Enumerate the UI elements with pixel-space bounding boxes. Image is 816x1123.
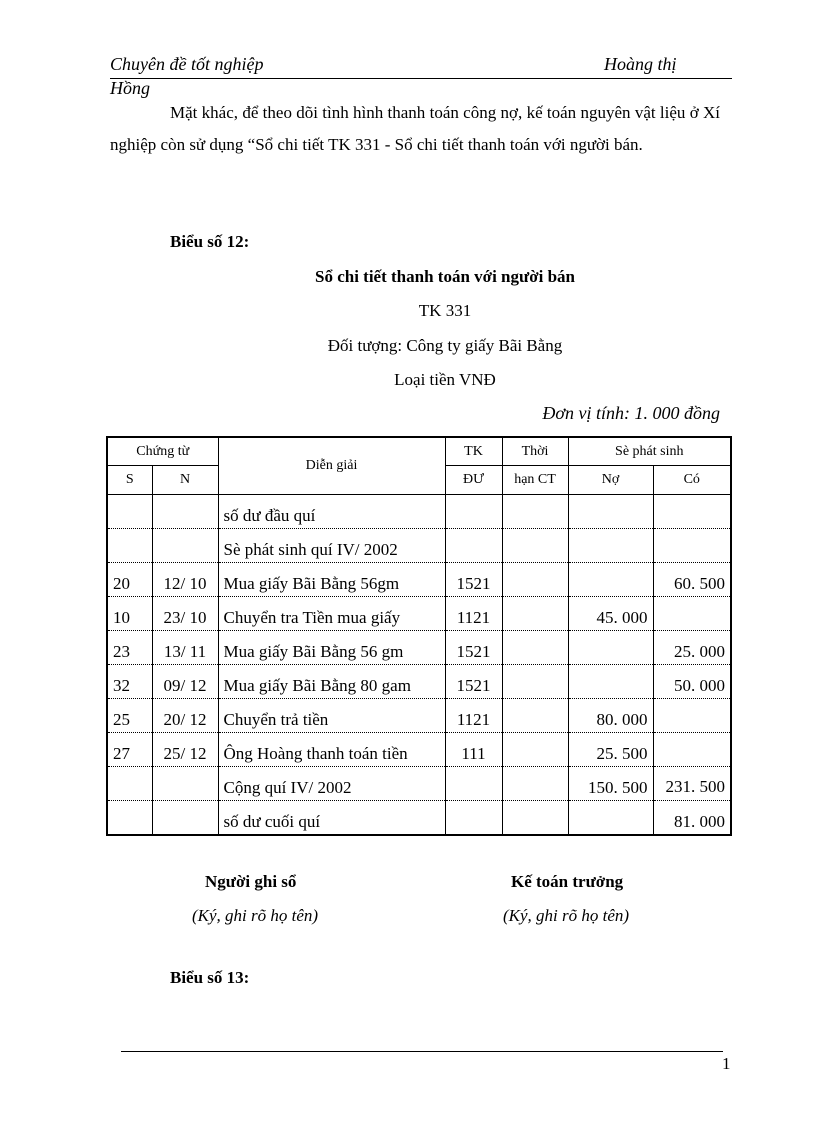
cell-term: [502, 563, 568, 597]
header-tk-bottom: ĐƯ: [445, 466, 502, 495]
cell-debit: 80. 000: [568, 699, 653, 733]
cell-term: [502, 665, 568, 699]
cell-n: [152, 801, 218, 836]
header-s: S: [107, 466, 152, 495]
cell-debit: 150. 500: [568, 767, 653, 801]
ledger-table: [106, 436, 732, 836]
cell-tk: 1121: [445, 699, 502, 733]
cell-desc: số dư đầu quí: [218, 495, 445, 529]
header-rule: [110, 78, 732, 79]
cell-n: 23/ 10: [152, 597, 218, 631]
header-arising: Sè phát sinh: [568, 437, 731, 466]
form-13-label: Biểu số 13:: [170, 968, 250, 987]
header-n: N: [152, 466, 218, 495]
ledger-title: Sổ chi tiết thanh toán với người bán: [315, 267, 575, 286]
cell-s: [107, 767, 152, 801]
header-credit: Có: [653, 466, 731, 495]
cell-n: [152, 529, 218, 563]
header-term-bottom: hạn CT: [502, 466, 568, 495]
cell-s: 20: [107, 563, 152, 597]
cell-debit: 25. 500: [568, 733, 653, 767]
table-row: [107, 631, 731, 665]
table-row: [107, 665, 731, 699]
table-row: [107, 733, 731, 767]
cell-s: [107, 529, 152, 563]
form-12-label: Biểu số 12:: [170, 232, 250, 251]
header-author-continuation: Hồng: [110, 78, 150, 98]
cell-tk: 1521: [445, 563, 502, 597]
signer-left-title: Người ghi sổ: [205, 872, 297, 891]
table-row: [107, 563, 731, 597]
cell-debit: 45. 000: [568, 597, 653, 631]
cell-n: 09/ 12: [152, 665, 218, 699]
header-voucher: Chứng từ: [107, 437, 218, 466]
cell-tk: 1521: [445, 631, 502, 665]
table-row: [107, 699, 731, 733]
cell-debit: [568, 801, 653, 836]
footer-rule: [121, 1051, 723, 1052]
cell-term: [502, 597, 568, 631]
cell-n: 25/ 12: [152, 733, 218, 767]
intro-paragraph: Mặt khác, để theo dõi tình hình thanh toán công nợ, kế toán nguyên vật liệu ở Xí nghiệp còn sử dụng “Sổ chi tiết TK 331 - Sổ chi tiết thanh toán với người bán.: [110, 103, 720, 154]
ledger-currency: Loại tiền VNĐ: [394, 370, 496, 389]
ledger-unit: Đơn vị tính: 1. 000 đồng: [542, 403, 720, 423]
cell-n: 12/ 10: [152, 563, 218, 597]
cell-credit: 25. 000: [653, 631, 731, 665]
cell-tk: [445, 529, 502, 563]
cell-desc: Chuyển trả tiền: [218, 699, 445, 733]
cell-desc: Chuyển tra Tiền mua giấy: [218, 597, 445, 631]
table-row: [107, 767, 731, 801]
cell-credit: 60. 500: [653, 563, 731, 597]
cell-s: 23: [107, 631, 152, 665]
cell-n: [152, 495, 218, 529]
cell-s: [107, 495, 152, 529]
ledger-object: Đối tượng: Công ty giấy Bãi Bằng: [327, 336, 563, 355]
cell-tk: [445, 801, 502, 836]
cell-credit: [653, 699, 731, 733]
header-term-top: Thời: [502, 437, 568, 466]
cell-credit: [653, 495, 731, 529]
cell-s: [107, 801, 152, 836]
cell-term: [502, 733, 568, 767]
page-number: 1: [722, 1054, 731, 1073]
signer-right-note: (Ký, ghi rõ họ tên): [503, 906, 630, 925]
ledger-body: [107, 495, 731, 836]
header-debit: Nợ: [568, 466, 653, 495]
header-author: Hoàng thị: [604, 54, 677, 74]
cell-debit: [568, 631, 653, 665]
cell-desc: Mua giấy Bãi Bằng 56gm: [218, 563, 445, 597]
header-tk-top: TK: [445, 437, 502, 466]
cell-n: [152, 767, 218, 801]
cell-s: 10: [107, 597, 152, 631]
cell-credit: [653, 529, 731, 563]
cell-tk: [445, 767, 502, 801]
cell-term: [502, 495, 568, 529]
cell-s: 27: [107, 733, 152, 767]
cell-debit: [568, 529, 653, 563]
cell-s: 25: [107, 699, 152, 733]
cell-desc: Cộng quí IV/ 2002: [218, 767, 445, 801]
cell-term: [502, 631, 568, 665]
cell-debit: [568, 665, 653, 699]
cell-desc: Sè phát sinh quí IV/ 2002: [218, 529, 445, 563]
cell-debit: [568, 563, 653, 597]
header-title: Chuyên đề tốt nghiệp: [110, 54, 264, 74]
cell-desc: số dư cuối quí: [218, 801, 445, 836]
table-row: [107, 597, 731, 631]
cell-s: 32: [107, 665, 152, 699]
signer-left-note: (Ký, ghi rõ họ tên): [192, 906, 319, 925]
cell-term: [502, 801, 568, 836]
cell-tk: 111: [445, 733, 502, 767]
cell-credit: [653, 733, 731, 767]
signer-right-title: Kế toán trưởng: [511, 872, 624, 891]
cell-n: 20/ 12: [152, 699, 218, 733]
cell-tk: [445, 495, 502, 529]
ledger-account: TK 331: [418, 301, 472, 320]
cell-term: [502, 529, 568, 563]
cell-desc: Mua giấy Bãi Bằng 56 gm: [218, 631, 445, 665]
cell-desc: Mua giấy Bãi Bằng 80 gam: [218, 665, 445, 699]
table-row: [107, 495, 731, 529]
cell-n: 13/ 11: [152, 631, 218, 665]
header-description: Diễn giải: [218, 437, 445, 495]
table-row: [107, 529, 731, 563]
cell-credit: [653, 597, 731, 631]
cell-debit: [568, 495, 653, 529]
cell-credit: 81. 000: [653, 801, 731, 836]
cell-credit: 50. 000: [653, 665, 731, 699]
cell-tk: 1521: [445, 665, 502, 699]
cell-tk: 1121: [445, 597, 502, 631]
cell-term: [502, 699, 568, 733]
cell-credit: 231. 500: [653, 767, 731, 801]
cell-desc: Ông Hoàng thanh toán tiền: [218, 733, 445, 767]
cell-term: [502, 767, 568, 801]
table-row: [107, 801, 731, 836]
